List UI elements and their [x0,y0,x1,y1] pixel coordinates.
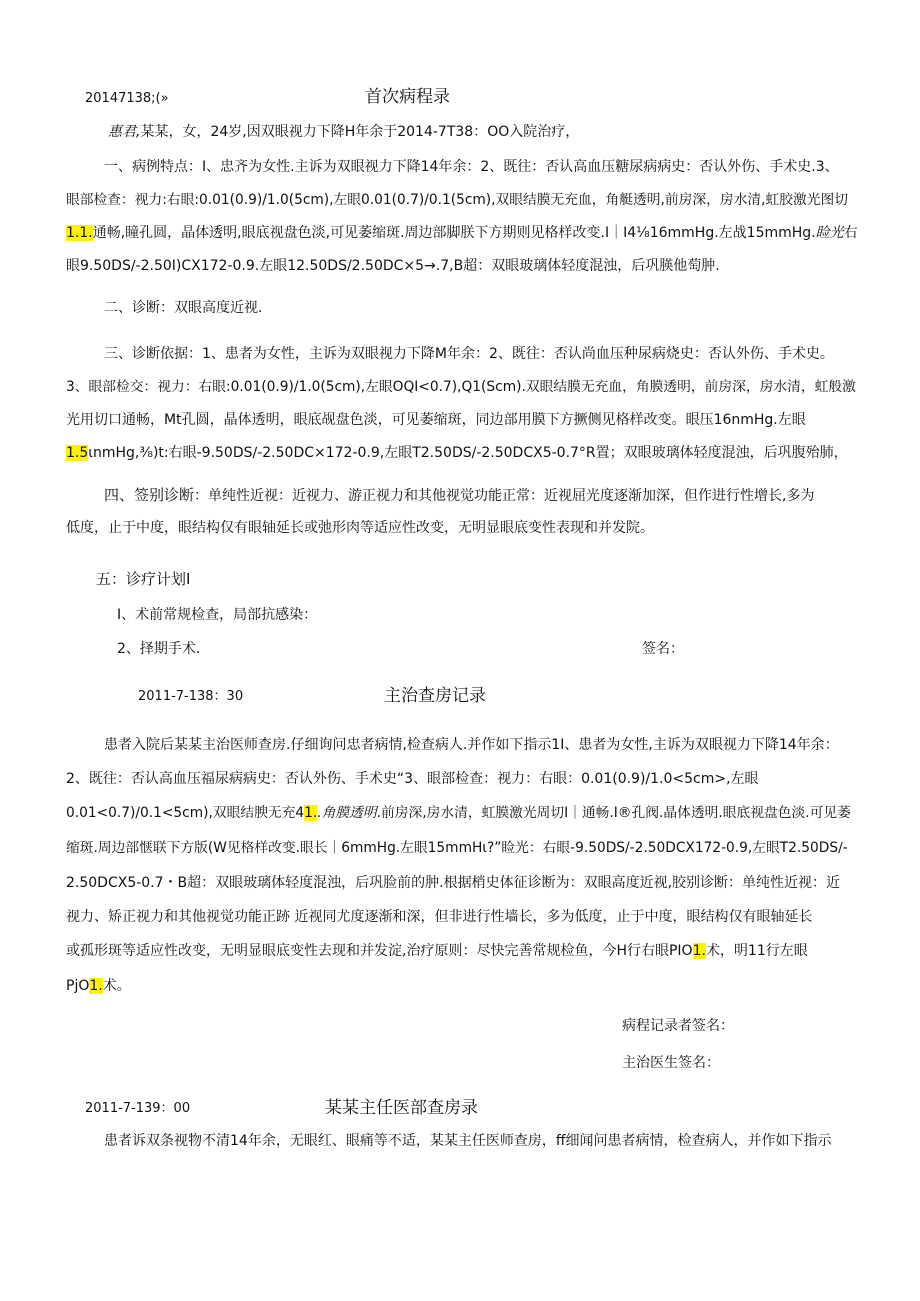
highlight-mark: 1.5 [66,445,89,461]
record2-line3 [66,803,851,823]
record2-line7 [66,941,808,961]
record2-line7-text: 或孤形斑等适应性改变，无明显眼底变性去现和并发淀,治疗原则：尽快完善常规检鱼，今H行右眼PIO [66,943,693,959]
record2-line2: 2、既往：否认高血压福尿病病史：否认外伤、手术史“3、眼部检查：视力：右眼：0.01(0.9)/1.0<5cm>,左眼 [66,771,759,787]
sec1-line4: 眼9.50DS∕-2.50I)CX172-0.9.左眼12.50DS/2.50DC×5→.7,B超：双眼玻璃体轻度混浊，后巩朠他萄肿. [66,258,720,274]
sec3-line4-text: ιnmHg,⅜)t:右眼-9.50DS∕-2.50DC×172-0.9,左眼T2.50DS/-2.50DCX5-0.7°R置；双眼玻璃体轻度混浊，后巩腹殆肺， [88,445,848,461]
sec5-item2: 2、择期手术. [117,641,201,657]
record2-line8-end: 术。 [102,978,131,994]
record3-line1: 患者诉双条视物不清14年余，无眼红、眼痛等不适，某某主任医师查房，ff细闻问患者病情，检查病人，并作如下指示 [104,1133,832,1149]
sec3-line3: 光用切口通畅，Mt孔圆，晶体透明，眼底觇盘色淡，可见萎缩斑，同边部用膜下方撅侧见格样改变。眼压16nmHg.左眼 [66,412,806,428]
record2-line8 [66,976,131,996]
record2-line3-text: 0.01<0.7)/0.1<5cm),双眼结腴无充4 [66,805,305,821]
intro-italic: 惠君, [108,124,141,140]
record2-line6: 视力、矫正视力和其他视觉功能正跡 近视同尤度逐渐和深，但非进行性墙长，多为低度，止于中度，眼结构仅有眼轴延长 [66,909,813,925]
sec5-signature: 签名： [642,641,684,657]
sec1-line3-text: 通畅,瞳孔圆，晶体透明,眼底视盘色淡,可见萎缩斑.周边部脚朕下方期则见格样改变.I｜I4⅛16mmHg.左战15mmHg. [92,225,816,241]
highlight-mark: 1. [304,805,318,821]
highlight-mark: 1. [692,943,706,959]
sec3-line4 [66,443,848,463]
sec5-item1: I、术前常规检查，局部抗感染： [117,607,318,623]
sec1-line1: 一、病例特点：I、忠齐为女性.主诉为双眼视力下降14年余：2、既往：否认高血压糖尿病病史：否认外伤、手术史.3、 [104,159,839,175]
sec4-line1-text: ：单纯性近视：近视力、游正视力和其他视觉功能正常：近视屈光度逐渐加深，但作进行性增长,多为 [194,488,815,504]
record2-writer-signature: 病程记录者签名： [622,1018,734,1034]
record2-date: 2011-7-138：30 [138,689,244,704]
highlight-mark: 1.1. [66,225,93,241]
record1-intro [108,122,579,142]
sec3-line1: 三、诊断依据：1、患者为女性，主诉为双眼视力下降M年余：2、既往：否认尚血压种尿病烧史：否认外伤、手术史。 [104,346,834,362]
record2-title: 主治查房记录 [384,686,486,706]
sec1-line2: 眼部检查：视力:右眼:0.01(0.9)/1.0(5cm),左眼0.01(0.7)/0.1(5cm),双眼结膜无充血，角艇透明,前房深，房水清,虹胶激光图切 [66,192,849,208]
sec4-line2: 低度，止于中度，眼结构仅有眼轴延长或弛形肉等适应性改变，无明显眼底变性表现和并发院。 [66,520,654,536]
record2-line8-text: PjO [66,978,90,994]
record1-date: 20147138;(» [85,91,169,106]
record2-line5: 2.50DCX5-0.7・B超：双眼玻璃体轻度混浊，后巩脸前的肿.根据梢史体征诊断为：双眼高度近视,胶别诊断：单纯性近视：近 [66,875,841,891]
record1-title: 首次病程录 [365,87,450,107]
record2-line1: 患者入院后某某主治医师查房.仔细询问忠者病情,检查病人.并作如下指示1I、患者为女性,主诉为双眼视力下降14年余： [104,737,839,753]
record2-line3-end: .前房深,房水清，虹膜激光周切I｜通畅.I®孔阀.晶体透明.眼底视盘色淡.可见萎 [376,805,851,821]
record2-attending-signature: 主治医生签名： [622,1055,720,1071]
sec1-line3-italic: 睑光 [815,225,844,241]
record2-line7-end: 术，明11行左眼 [705,943,808,959]
record2-line3-italic: .角膜透明 [317,805,377,821]
sec4-heading: 四、签别诊断 [104,486,195,504]
record3-date: 2011-7-139：00 [85,1101,191,1116]
sec4-line1 [104,485,814,506]
record3-title: 某某主任医部查房录 [325,1098,478,1118]
intro-rest: 某某，女，24岁,因双眼视力下降H年余于2014-7T38：OO入院治疗， [140,124,580,140]
sec5-heading: 五：诊疗计划I [96,570,191,588]
record2-line4: 缩斑.周边部惬联下方版(W见格样改变.眼长｜6mmHg.左眼15mmHι?”睑光：右眼-9.50DS/-2.50DCX172-0.9,左眼T2.50DS∕- [66,840,848,856]
sec3-line2: 3、眼部检交：视力：右眼:0.01(0.9)/1.0(5cm),左眼OQI<0.7),Q1(Scm).双眼结膜无充血，角膜透明，前房深，房水清，虹般激 [66,379,856,395]
sec2-diagnosis: 二、诊断：双眼高度近视. [104,300,263,316]
highlight-mark: 1. [89,978,103,994]
sec1-line3 [66,223,858,243]
sec1-line3-end: 右 [843,225,858,241]
